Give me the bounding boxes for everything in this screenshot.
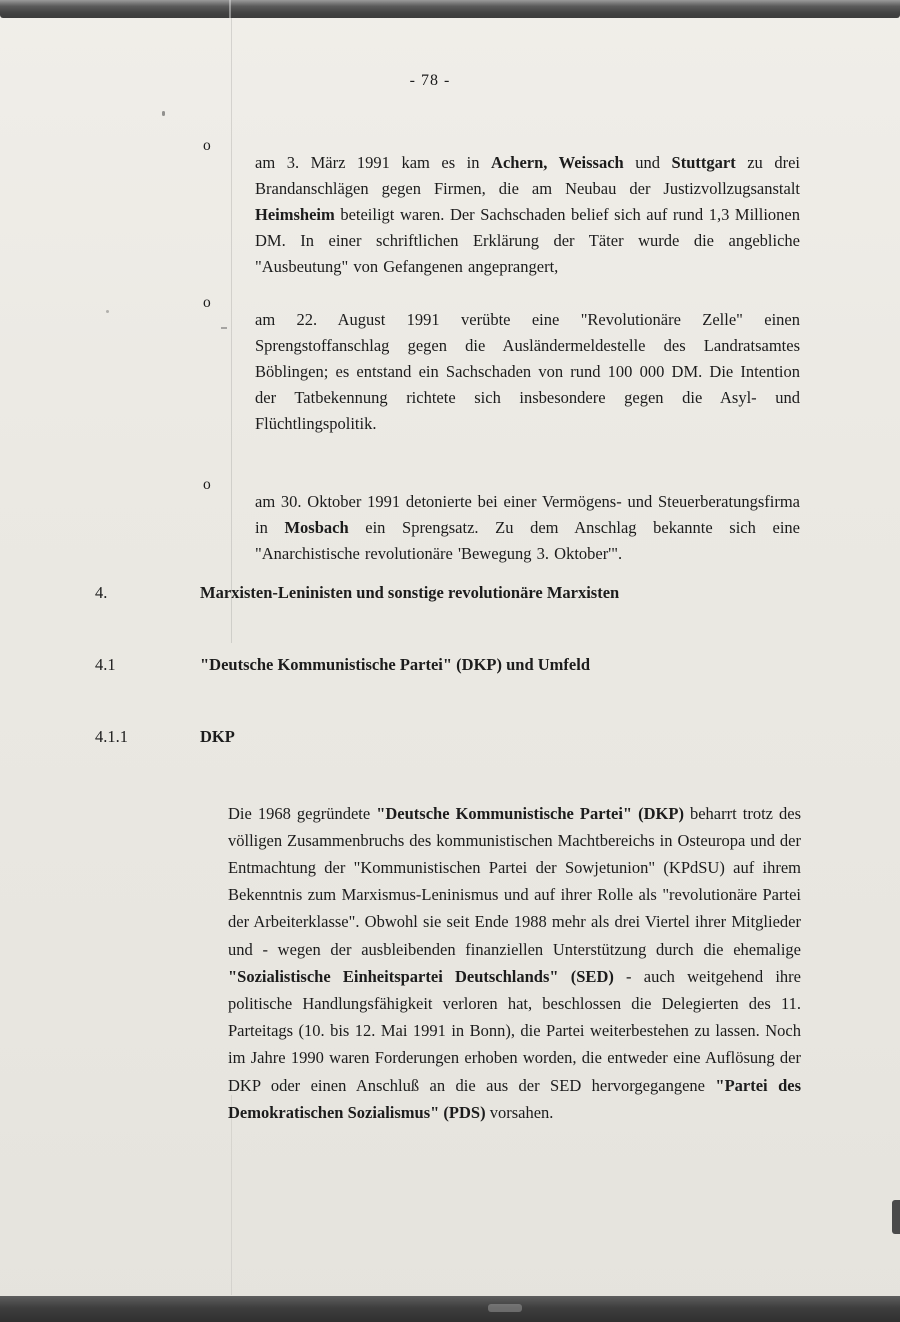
section-title: Marxisten-Leninisten und sonstige revolutionäre Marxisten bbox=[200, 583, 620, 602]
section-title: "Deutsche Kommunistische Partei" (DKP) und Umfeld bbox=[200, 655, 590, 674]
bullet-item-3 bbox=[203, 472, 800, 583]
scan-fold-highlight bbox=[229, 0, 231, 18]
section-number: 4.1 bbox=[95, 655, 116, 674]
scan-bottom-bar bbox=[0, 1296, 900, 1322]
section-heading-4-1-1 bbox=[95, 727, 800, 747]
scan-smudge bbox=[488, 1304, 522, 1312]
dkp-paragraph: Die 1968 gegründete "Deutsche Kommunistische Partei" (DKP) beharrt trotz des völligen Zusammenbruchs des kommunistischen Machtbereichs in Osteuropa und der Entmachtung der "Kommunistischen Partei der Sowjetunion" (KPdSU) auf ihrem Bekenntnis zum Marxismus-Leninismus und auf ihrer Rolle als "revolutionäre Partei der Arbeiterklasse". Obwohl sie seit Ende 1988 mehr als drei Viertel ihrer Mitglieder und - wegen der ausbleibenden finanziellen Unterstützung durch die ehemalige "Sozialistische Einheitspartei Deutschlands" (SED) - auch weitgehend ihre politische Handlungsfähigkeit verloren hat, beschlossen die Delegierten des 11. Parteitags (10. bis 12. Mai 1991 in Bonn), die Partei weiterbestehen zu lassen. Noch im Jahre 1990 waren Forderungen erhoben worden, die entweder eine Auflösung der DKP oder einen Anschluß an die aus der SED hervorgegangene "Partei des Demokratischen Sozialismus" (PDS) vorsahen. bbox=[228, 803, 802, 1122]
section-heading-4 bbox=[95, 583, 800, 603]
bullet-marker: o bbox=[203, 476, 211, 493]
bullet-marker: o bbox=[203, 294, 211, 311]
section-number: 4. bbox=[95, 583, 108, 602]
bullet-text-boeblingen-bombing: am 22. August 1991 verübte eine "Revolutionäre Zelle" einen Sprengstoffanschlag gegen die Ausländermeldestelle des Landratsamtes Böblingen; es entstand ein Sachschaden von rund 100 000 DM. Die Intention der Tatbekennung richtete sich insbesondere gegen die Asyl- und Flüchtlingspolitik. bbox=[255, 309, 800, 433]
scan-speck bbox=[162, 111, 165, 116]
bullet-item-2 bbox=[203, 290, 800, 453]
section-heading-4-1 bbox=[95, 655, 800, 675]
section-title: DKP bbox=[200, 727, 235, 746]
bullet-text-arson-attacks: am 3. März 1991 kam es in Achern, Weissach und Stuttgart zu drei Brandanschlägen gegen Firmen, die am Neubau der Justizvollzugsanstalt Heimsheim beteiligt waren. Der Sachschaden belief sich auf rund 1,3 Millionen DM. In einer schriftlichen Erklärung der Täter wurde die angebliche "Ausbeutung" von Gefangenen angeprangert, bbox=[255, 152, 800, 276]
scan-speck bbox=[106, 310, 109, 313]
bullet-marker: o bbox=[203, 137, 211, 154]
page-number: - 78 - bbox=[409, 72, 451, 89]
section-number: 4.1.1 bbox=[95, 727, 128, 746]
bullet-item-1 bbox=[203, 133, 800, 296]
bullet-text-mosbach-bombing: am 30. Oktober 1991 detonierte bei einer Vermögens- und Steuerberatungsfirma in Mosbach ein Sprengsatz. Zu dem Anschlag bekannte sich eine "Anarchistische revolutionäre 'Bewegung 3. Oktober'". bbox=[255, 491, 800, 563]
scan-edge-mark bbox=[892, 1200, 900, 1234]
scan-top-bar bbox=[0, 0, 900, 18]
